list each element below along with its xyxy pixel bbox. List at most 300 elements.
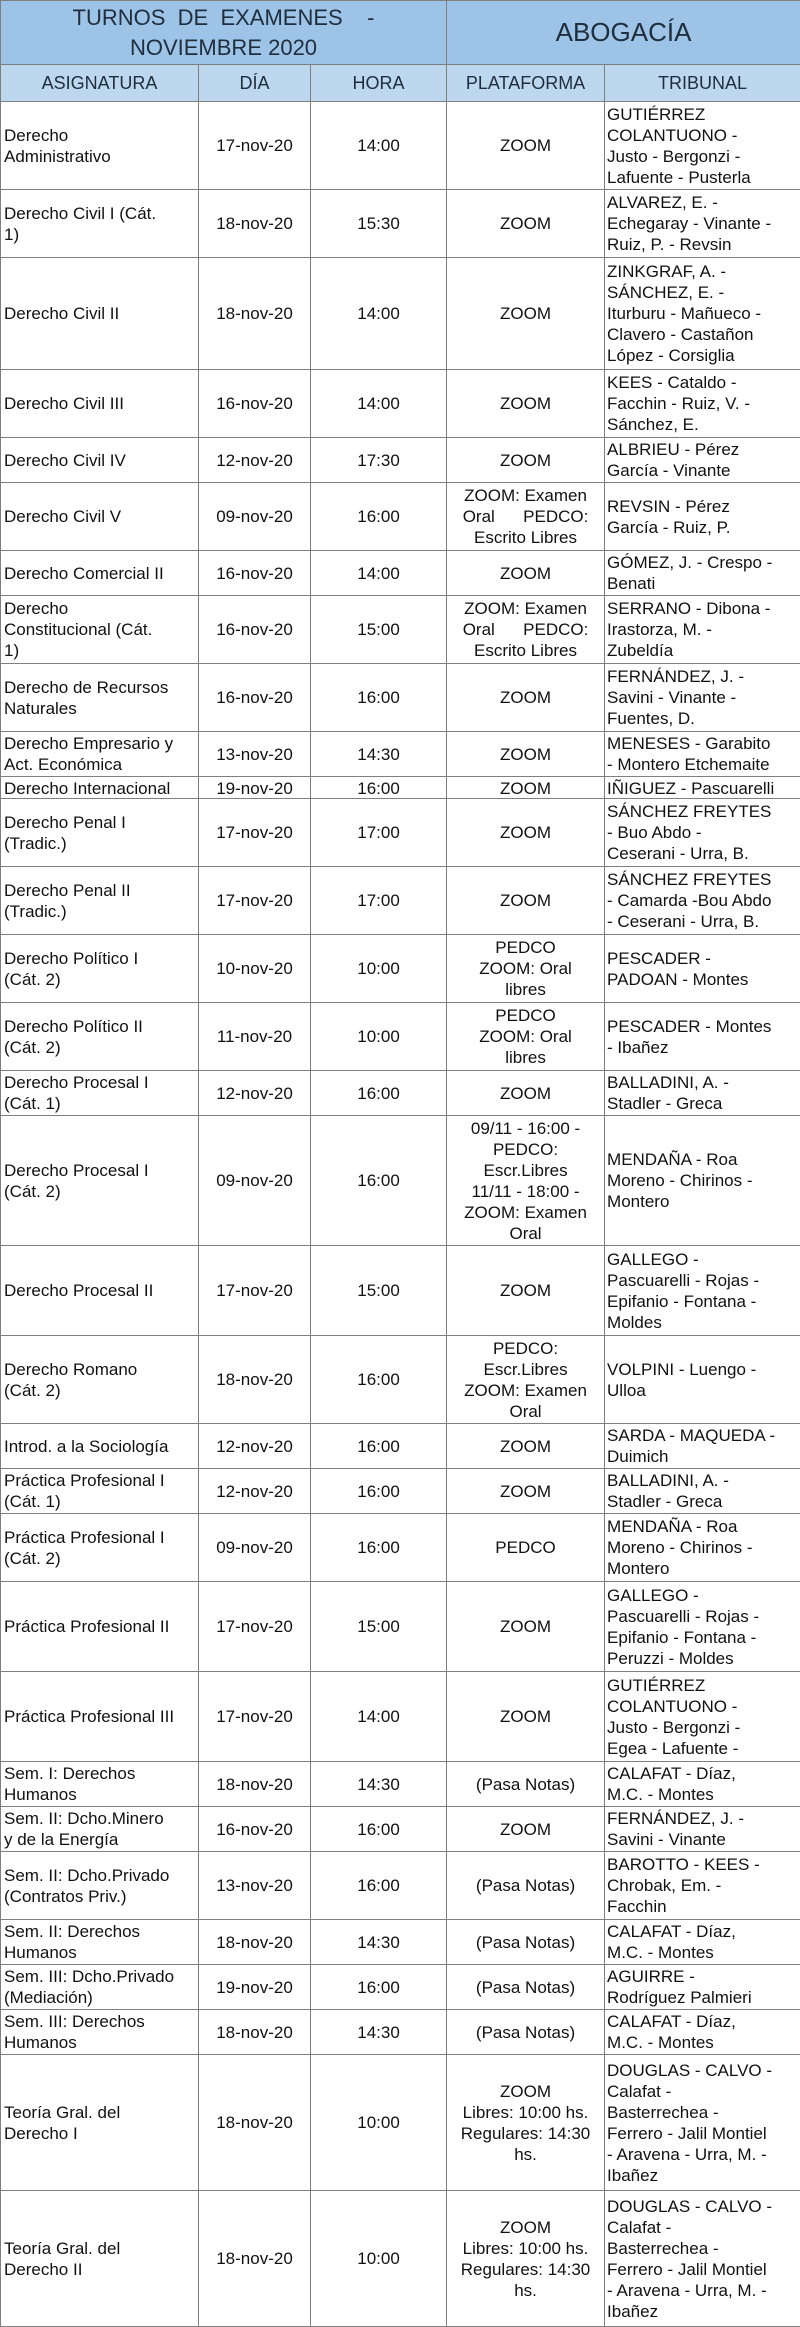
subject-line: Derecho Procesal I (4, 1072, 196, 1093)
tribunal-cell (605, 1424, 800, 1469)
exam-table-body (1, 102, 800, 2327)
platform-line: ZOOM: Examen (447, 1202, 604, 1223)
platform-line: Escr.Libres (447, 1160, 604, 1181)
tribunal-cell (605, 1003, 800, 1071)
tribunal-line: KEES - Cataldo - (607, 372, 798, 393)
tribunal-cell (605, 777, 800, 799)
tribunal-cell (605, 1920, 800, 1965)
tribunal-line: Stadler - Greca (607, 1093, 798, 1114)
table-row (1, 1424, 800, 1469)
subject-line: Teoría Gral. del (4, 2102, 196, 2123)
time-cell (311, 1071, 447, 1116)
time-cell (311, 1003, 447, 1071)
tribunal-line: PESCADER - Montes (607, 1016, 798, 1037)
platform-line: Regulares: 14:30 (447, 2259, 604, 2280)
subject-cell (1, 2191, 199, 2327)
platform-line: ZOOM (447, 822, 604, 843)
tribunal-line: Montero (607, 1558, 798, 1579)
subject-line: Humanos (4, 1784, 196, 1805)
tribunal-cell (605, 1469, 800, 1514)
tribunal-line: Calafat - (607, 2081, 798, 2102)
table-row (1, 2191, 800, 2327)
tribunal-line: Benati (607, 573, 798, 594)
tribunal-line: Rodríguez Palmieri (607, 1987, 798, 2008)
table-row (1, 1582, 800, 1672)
time-text: 14:00 (357, 1707, 400, 1726)
time-text: 14:30 (357, 745, 400, 764)
date-cell (199, 2191, 311, 2327)
platform-cell (447, 1336, 605, 1424)
tribunal-line: Facchin - Ruiz, V. - (607, 393, 798, 414)
subject-cell (1, 102, 199, 190)
tribunal-line: SÁNCHEZ FREYTES (607, 869, 798, 890)
time-cell (311, 1920, 447, 1965)
tribunal-line: Moldes (607, 1312, 798, 1333)
time-cell (311, 1469, 447, 1514)
subject-line: Sem. II: Dcho.Privado (4, 1865, 196, 1886)
platform-line: (Pasa Notas) (447, 1977, 604, 1998)
platform-line: 09/11 - 16:00 - (447, 1118, 604, 1139)
tribunal-line: Lafuente - Pusterla (607, 167, 798, 188)
platform-line: ZOOM: Examen (447, 1380, 604, 1401)
subject-cell (1, 1246, 199, 1336)
subject-line: Derecho Penal II (4, 880, 196, 901)
time-text: 16:00 (357, 1370, 400, 1389)
date-text: 12-nov-20 (216, 1084, 293, 1103)
column-header-plataforma: PLATAFORMA (447, 65, 605, 102)
subject-line: Derecho Civil I (Cát. (4, 203, 196, 224)
table-row (1, 1852, 800, 1920)
platform-line: ZOOM (447, 1083, 604, 1104)
platform-cell (447, 1762, 605, 1807)
subject-line: Sem. I: Derechos (4, 1763, 196, 1784)
date-text: 18-nov-20 (216, 1933, 293, 1952)
platform-cell (447, 258, 605, 370)
date-text: 10-nov-20 (216, 959, 293, 978)
time-cell (311, 438, 447, 483)
subject-cell (1, 1514, 199, 1582)
tribunal-line: - Buo Abdo - (607, 822, 798, 843)
subject-line: Derecho Civil IV (4, 450, 196, 471)
time-text: 15:00 (357, 620, 400, 639)
tribunal-line: - Aravena - Urra, M. - (607, 2280, 798, 2301)
platform-line: PEDCO (447, 1537, 604, 1558)
tribunal-line: - Montero Etchemaite (607, 754, 798, 775)
subject-cell (1, 799, 199, 867)
time-text: 17:00 (357, 823, 400, 842)
time-cell (311, 1965, 447, 2010)
tribunal-cell (605, 2010, 800, 2055)
table-row (1, 867, 800, 935)
platform-line: (Pasa Notas) (447, 1774, 604, 1795)
subject-line: Sem. III: Dcho.Privado (4, 1966, 196, 1987)
date-text: 17-nov-20 (216, 1281, 293, 1300)
subject-cell (1, 596, 199, 664)
platform-line: PEDCO (447, 1005, 604, 1026)
subject-line: (Mediación) (4, 1987, 196, 2008)
date-cell (199, 1672, 311, 1762)
date-text: 16-nov-20 (216, 1820, 293, 1839)
tribunal-line: DOUGLAS - CALVO - (607, 2196, 798, 2217)
date-text: 17-nov-20 (216, 136, 293, 155)
tribunal-line: Zubeldía (607, 640, 798, 661)
date-cell (199, 102, 311, 190)
date-text: 18-nov-20 (216, 214, 293, 233)
date-cell (199, 867, 311, 935)
date-cell (199, 1469, 311, 1514)
platform-line: Oral PEDCO: (447, 619, 604, 640)
table-row (1, 799, 800, 867)
time-cell (311, 551, 447, 596)
platform-cell (447, 483, 605, 551)
tribunal-line: Echegaray - Vinante - (607, 213, 798, 234)
time-cell (311, 1116, 447, 1246)
time-text: 16:00 (357, 507, 400, 526)
subject-cell (1, 483, 199, 551)
tribunal-line: Iturburu - Mañueco - (607, 303, 798, 324)
tribunal-cell (605, 2191, 800, 2327)
platform-cell (447, 2010, 605, 2055)
tribunal-line: Egea - Lafuente - (607, 1738, 798, 1759)
platform-line: libres (447, 1047, 604, 1068)
date-cell (199, 258, 311, 370)
time-cell (311, 867, 447, 935)
tribunal-line: Calafat - (607, 2217, 798, 2238)
date-text: 18-nov-20 (216, 2249, 293, 2268)
platform-cell (447, 1582, 605, 1672)
platform-line: ZOOM (447, 778, 604, 798)
date-text: 11-nov-20 (217, 1027, 292, 1046)
date-text: 18-nov-20 (216, 2023, 293, 2042)
tribunal-line: PESCADER - (607, 948, 798, 969)
tribunal-line: Clavero - Castañon (607, 324, 798, 345)
subject-cell (1, 1116, 199, 1246)
time-text: 14:00 (357, 394, 400, 413)
tribunal-line: GALLEGO - (607, 1249, 798, 1270)
tribunal-line: DOUGLAS - CALVO - (607, 2060, 798, 2081)
platform-line: hs. (447, 2280, 604, 2301)
date-text: 18-nov-20 (216, 1370, 293, 1389)
platform-line: PEDCO (447, 937, 604, 958)
platform-cell (447, 1807, 605, 1852)
subject-cell (1, 664, 199, 732)
subject-line: Teoría Gral. del (4, 2238, 196, 2259)
platform-cell (447, 2191, 605, 2327)
tribunal-line: Ibañez (607, 2301, 798, 2322)
time-text: 14:00 (357, 136, 400, 155)
time-text: 16:00 (357, 1876, 400, 1895)
date-text: 18-nov-20 (216, 1775, 293, 1794)
time-cell (311, 1762, 447, 1807)
tribunal-line: García - Vinante (607, 460, 798, 481)
time-text: 10:00 (357, 2113, 400, 2132)
date-text: 17-nov-20 (216, 1617, 293, 1636)
platform-cell (447, 1672, 605, 1762)
date-cell (199, 1424, 311, 1469)
subject-line: (Cát. 2) (4, 1380, 196, 1401)
time-text: 16:00 (357, 1437, 400, 1456)
tribunal-line: PADOAN - Montes (607, 969, 798, 990)
tribunal-line: BALLADINI, A. - (607, 1470, 798, 1491)
tribunal-cell (605, 1116, 800, 1246)
platform-cell (447, 1920, 605, 1965)
subject-line: Práctica Profesional II (4, 1616, 196, 1637)
table-row (1, 1116, 800, 1246)
table-row (1, 664, 800, 732)
table-row (1, 1246, 800, 1336)
time-cell (311, 190, 447, 258)
tribunal-line: Sánchez, E. (607, 414, 798, 435)
tribunal-cell (605, 370, 800, 438)
time-text: 16:00 (357, 1171, 400, 1190)
tribunal-line: GALLEGO - (607, 1585, 798, 1606)
table-row (1, 2010, 800, 2055)
tribunal-line: Duimich (607, 1446, 798, 1467)
platform-cell (447, 1424, 605, 1469)
subject-line: Derecho (4, 125, 196, 146)
tribunal-cell (605, 1852, 800, 1920)
tribunal-line: FERNÁNDEZ, J. - (607, 1808, 798, 1829)
tribunal-line: CALAFAT - Díaz, (607, 2011, 798, 2032)
subject-cell (1, 935, 199, 1003)
platform-cell (447, 777, 605, 799)
date-cell (199, 190, 311, 258)
time-text: 16:00 (357, 1978, 400, 1997)
subject-line: 1) (4, 640, 196, 661)
subject-line: Act. Económica (4, 754, 196, 775)
date-text: 16-nov-20 (216, 620, 293, 639)
table-row (1, 190, 800, 258)
subject-line: y de la Energía (4, 1829, 196, 1850)
date-cell (199, 2010, 311, 2055)
tribunal-line: BALLADINI, A. - (607, 1072, 798, 1093)
subject-line: Derecho Procesal II (4, 1280, 196, 1301)
subject-cell (1, 1469, 199, 1514)
tribunal-line: - Ceserani - Urra, B. (607, 911, 798, 932)
date-cell (199, 1965, 311, 2010)
date-cell (199, 799, 311, 867)
tribunal-cell (605, 1246, 800, 1336)
time-text: 14:30 (357, 1775, 400, 1794)
tribunal-cell (605, 190, 800, 258)
subject-cell (1, 1852, 199, 1920)
platform-line: ZOOM (447, 135, 604, 156)
tribunal-cell (605, 102, 800, 190)
tribunal-line: M.C. - Montes (607, 2032, 798, 2053)
date-text: 13-nov-20 (216, 1876, 293, 1895)
subject-line: (Tradic.) (4, 833, 196, 854)
time-cell (311, 483, 447, 551)
date-text: 19-nov-20 (216, 779, 293, 798)
subject-line: Derecho Procesal I (4, 1160, 196, 1181)
date-cell (199, 438, 311, 483)
tribunal-line: GÓMEZ, J. - Crespo - (607, 552, 798, 573)
time-text: 16:00 (357, 1820, 400, 1839)
tribunal-line: Epifanio - Fontana - (607, 1291, 798, 1312)
table-row (1, 483, 800, 551)
date-text: 17-nov-20 (216, 1707, 293, 1726)
table-row (1, 1071, 800, 1116)
platform-line: ZOOM (447, 450, 604, 471)
date-cell (199, 483, 311, 551)
platform-line: Libres: 10:00 hs. (447, 2238, 604, 2259)
tribunal-line: VOLPINI - Luengo - (607, 1359, 798, 1380)
tribunal-line: AGUIRRE - (607, 1966, 798, 1987)
platform-line: ZOOM (447, 1819, 604, 1840)
date-text: 18-nov-20 (216, 304, 293, 323)
subject-line: Introd. a la Sociología (4, 1436, 196, 1457)
time-cell (311, 102, 447, 190)
table-row (1, 258, 800, 370)
platform-line: ZOOM (447, 213, 604, 234)
time-text: 16:00 (357, 1538, 400, 1557)
time-cell (311, 664, 447, 732)
time-text: 17:00 (357, 891, 400, 910)
tribunal-line: FERNÁNDEZ, J. - (607, 666, 798, 687)
subject-line: (Cát. 2) (4, 1181, 196, 1202)
column-header-tribunal: TRIBUNAL (605, 65, 800, 102)
tribunal-line: Savini - Vinante (607, 1829, 798, 1850)
time-text: 14:30 (357, 1933, 400, 1952)
date-cell (199, 1071, 311, 1116)
date-text: 18-nov-20 (216, 2113, 293, 2132)
table-row (1, 935, 800, 1003)
time-cell (311, 732, 447, 777)
time-cell (311, 1582, 447, 1672)
subject-line: Derecho I (4, 2123, 196, 2144)
platform-line: libres (447, 979, 604, 1000)
tribunal-line: Pascuarelli - Rojas - (607, 1270, 798, 1291)
date-cell (199, 1920, 311, 1965)
platform-cell (447, 1003, 605, 1071)
schedule-title-line2: NOVIEMBRE 2020 (1, 33, 446, 63)
subject-cell (1, 1582, 199, 1672)
platform-cell (447, 1514, 605, 1582)
platform-line: Oral PEDCO: (447, 506, 604, 527)
tribunal-cell (605, 2055, 800, 2191)
date-text: 13-nov-20 (216, 745, 293, 764)
table-row (1, 1469, 800, 1514)
tribunal-line: Irastorza, M. - (607, 619, 798, 640)
table-row (1, 438, 800, 483)
platform-line: ZOOM: Oral (447, 1026, 604, 1047)
tribunal-cell (605, 258, 800, 370)
table-row (1, 551, 800, 596)
tribunal-line: ALBRIEU - Pérez (607, 439, 798, 460)
subject-line: Administrativo (4, 146, 196, 167)
platform-line: ZOOM (447, 1436, 604, 1457)
date-cell (199, 1336, 311, 1424)
platform-line: ZOOM (447, 2081, 604, 2102)
platform-line: ZOOM (447, 1706, 604, 1727)
platform-line: Regulares: 14:30 (447, 2123, 604, 2144)
subject-cell (1, 777, 199, 799)
tribunal-line: Facchin (607, 1896, 798, 1917)
tribunal-line: Ulloa (607, 1380, 798, 1401)
platform-line: ZOOM (447, 1280, 604, 1301)
table-row (1, 1965, 800, 2010)
tribunal-cell (605, 551, 800, 596)
date-text: 19-nov-20 (216, 1978, 293, 1997)
time-text: 16:00 (357, 779, 400, 798)
column-header-dia: DÍA (199, 65, 311, 102)
tribunal-line: MENDAÑA - Roa (607, 1516, 798, 1537)
platform-line: Libres: 10:00 hs. (447, 2102, 604, 2123)
subject-line: Derecho Romano (4, 1359, 196, 1380)
subject-line: Derecho Civil V (4, 506, 196, 527)
platform-cell (447, 438, 605, 483)
column-header-hora: HORA (311, 65, 447, 102)
time-cell (311, 258, 447, 370)
date-text: 16-nov-20 (216, 394, 293, 413)
platform-cell (447, 1071, 605, 1116)
platform-cell (447, 370, 605, 438)
date-text: 16-nov-20 (216, 564, 293, 583)
subject-cell (1, 1920, 199, 1965)
platform-line: ZOOM: Examen (447, 598, 604, 619)
subject-line: Práctica Profesional I (4, 1470, 196, 1491)
subject-line: Humanos (4, 2032, 196, 2053)
tribunal-line: GUTIÉRREZ (607, 104, 798, 125)
tribunal-cell (605, 1336, 800, 1424)
tribunal-line: Basterrechea - (607, 2102, 798, 2123)
time-cell (311, 1852, 447, 1920)
date-text: 09-nov-20 (216, 1538, 293, 1557)
date-cell (199, 596, 311, 664)
platform-line: ZOOM: Examen (447, 485, 604, 506)
tribunal-line: Ferrero - Jalil Montiel (607, 2259, 798, 2280)
table-row (1, 1672, 800, 1762)
date-text: 09-nov-20 (216, 1171, 293, 1190)
platform-cell (447, 596, 605, 664)
date-text: 09-nov-20 (216, 507, 293, 526)
table-row (1, 1762, 800, 1807)
tribunal-line: López - Corsiglia (607, 345, 798, 366)
subject-cell (1, 370, 199, 438)
subject-line: (Tradic.) (4, 901, 196, 922)
tribunal-line: Justo - Bergonzi - (607, 146, 798, 167)
subject-line: (Cát. 1) (4, 1491, 196, 1512)
platform-line: ZOOM (447, 687, 604, 708)
time-text: 14:30 (357, 2023, 400, 2042)
time-text: 14:00 (357, 564, 400, 583)
date-cell (199, 732, 311, 777)
subject-line: Derecho (4, 598, 196, 619)
time-cell (311, 935, 447, 1003)
tribunal-line: Ceserani - Urra, B. (607, 843, 798, 864)
career-title: ABOGACÍA (447, 1, 800, 65)
time-cell (311, 1424, 447, 1469)
table-row (1, 1920, 800, 1965)
date-cell (199, 664, 311, 732)
tribunal-line: Peruzzi - Moldes (607, 1648, 798, 1669)
subject-line: (Cát. 2) (4, 969, 196, 990)
date-cell (199, 777, 311, 799)
subject-line: Derecho Internacional (4, 778, 196, 798)
subject-line: 1) (4, 224, 196, 245)
date-cell (199, 1514, 311, 1582)
tribunal-line: Moreno - Chirinos - (607, 1537, 798, 1558)
platform-line: 11/11 - 18:00 - (447, 1181, 604, 1202)
subject-line: Humanos (4, 1942, 196, 1963)
date-text: 12-nov-20 (216, 1482, 293, 1501)
time-text: 10:00 (357, 1027, 400, 1046)
tribunal-line: Montero (607, 1191, 798, 1212)
tribunal-line: Fuentes, D. (607, 708, 798, 729)
tribunal-line: COLANTUONO - (607, 1696, 798, 1717)
tribunal-cell (605, 867, 800, 935)
tribunal-line: IÑIGUEZ - Pascuarelli (607, 778, 798, 798)
